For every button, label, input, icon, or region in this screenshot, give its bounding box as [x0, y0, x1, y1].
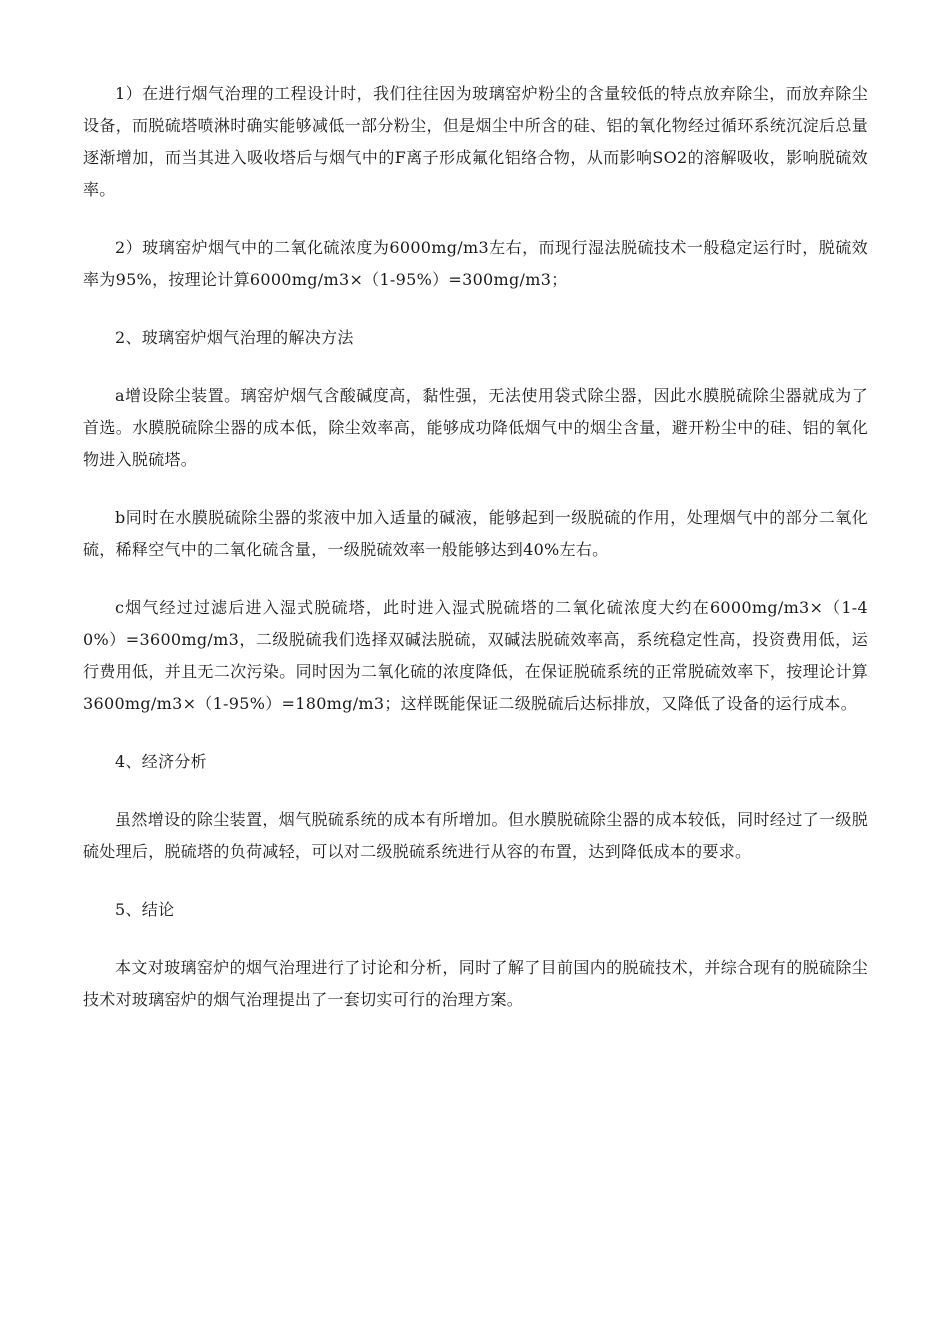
- section-heading-solution: 2、玻璃窑炉烟气治理的解决方法: [115, 328, 354, 347]
- paragraph-solution-b: b同时在水膜脱硫除尘器的浆液中加入适量的碱液，能够起到一级脱硫的作用，处理烟气中的部分二氧化硫，稀释空气中的二氧化硫含量，一级脱硫效率一般能够达到40%左右。: [83, 508, 868, 559]
- paragraph-1-issue-dust: 1）在进行烟气治理的工程设计时，我们往往因为玻璃窑炉粉尘的含量较低的特点放弃除尘，而放弃除尘设备，而脱硫塔喷淋时确实能够减低一部分粉尘，但是烟尘中所含的硅、铝的氧化物经过循环系统沉淀后总量逐渐增加，而当其进入吸收塔后与烟气中的F离子形成氟化铝络合物，从而影响SO2的溶解吸收，影响脱硫效率。: [83, 84, 868, 199]
- paragraph-economics: 虽然增设的除尘装置，烟气脱硫系统的成本有所增加。但水膜脱硫除尘器的成本较低，同时经过了一级脱硫处理后，脱硫塔的负荷减轻，可以对二级脱硫系统进行从容的布置，达到降低成本的要求。: [83, 810, 868, 861]
- paragraph-2-issue-so2: 2）玻璃窑炉烟气中的二氧化硫浓度为6000mg/m3左右，而现行湿法脱硫技术一般稳定运行时，脱硫效率为95%，按理论计算6000mg/m3×（1-95%）=300mg/m3；: [83, 238, 868, 289]
- document-page: [83, 78, 868, 1042]
- paragraph-solution-c: c烟气经过过滤后进入湿式脱硫塔，此时进入湿式脱硫塔的二氧化硫浓度大约在6000mg/m3×（1-40%）=3600mg/m3，二级脱硫我们选择双碱法脱硫，双碱法脱硫效率高，系统稳定性高，投资费用低，运行费用低，并且无二次污染。同时因为二氧化硫的浓度降低，在保证脱硫系统的正常脱硫效率下，按理论计算3600mg/m3×（1-95%）=180mg/m3；这样既能保证二级脱硫后达标排放，又降低了设备的运行成本。: [83, 598, 868, 713]
- section-heading-conclusion: 5、结论: [115, 900, 175, 919]
- section-heading-economics: 4、经济分析: [115, 752, 207, 771]
- paragraph-conclusion: 本文对玻璃窑炉的烟气治理进行了讨论和分析，同时了解了目前国内的脱硫技术，并综合现有的脱硫除尘技术对玻璃窑炉的烟气治理提出了一套切实可行的治理方案。: [83, 958, 868, 1009]
- paragraph-solution-a: a增设除尘装置。璃窑炉烟气含酸碱度高，黏性强，无法使用袋式除尘器，因此水膜脱硫除尘器就成为了首选。水膜脱硫除尘器的成本低，除尘效率高，能够成功降低烟气中的烟尘含量，避开粉尘中的硅、铝的氧化物进入脱硫塔。: [83, 386, 868, 469]
